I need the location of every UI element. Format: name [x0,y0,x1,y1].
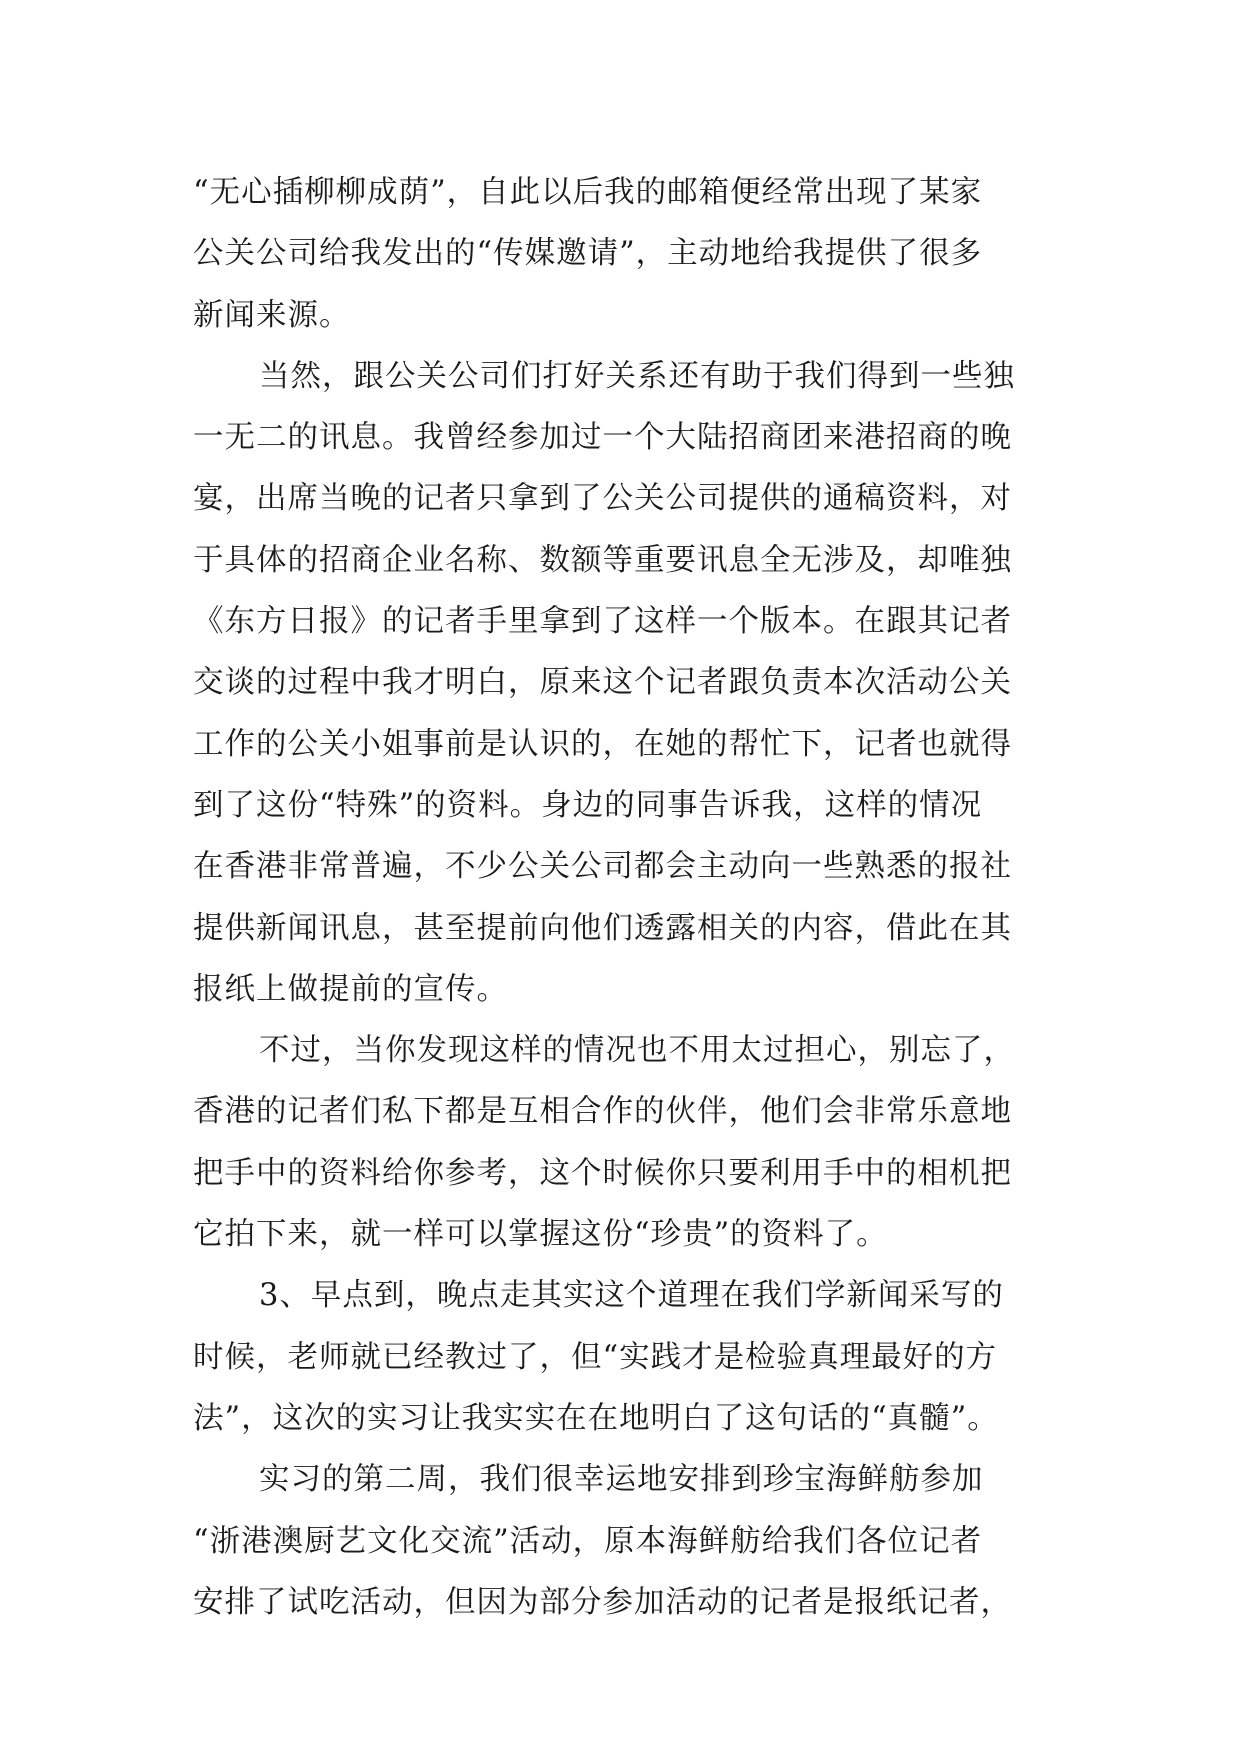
text-line: 香港的记者们私下都是互相合作的伙伴，他们会非常乐意地 [193,1094,1012,1130]
text-line: 当然，跟公关公司们打好关系还有助于我们得到一些独 [259,358,1015,394]
text-line: 法”，这次的实习让我实实在在地明白了这句话的“真髓”。 [193,1400,999,1436]
text-line: 提供新闻讯息，甚至提前向他们透露相关的内容，借此在其 [193,910,1012,946]
text-line: 新闻来源。 [193,297,351,333]
text-line: 宴，出席当晚的记者只拿到了公关公司提供的通稿资料，对 [193,481,1012,517]
text-line: 到了这份“特殊”的资料。身边的同事告诉我，这样的情况 [193,787,983,823]
text-line: “无心插柳柳成荫”，自此以后我的邮箱便经常出现了某家 [193,175,983,210]
text-line: 在香港非常普遍，不少公关公司都会主动向一些熟悉的报社 [193,849,1012,885]
text-line: 时候，老师就已经教过了，但“实践才是检验真理最好的方 [193,1339,998,1375]
text-line: 实习的第二周，我们很幸运地安排到珍宝海鲜舫参加 [259,1462,984,1498]
text-line: 《东方日报》的记者手里拿到了这样一个版本。在跟其记者 [193,604,1012,640]
text-line: 把手中的资料给你参考，这个时候你只要利用手中的相机把 [193,1155,1012,1191]
body-text [193,162,1073,1633]
text-line: 于具体的招商企业名称、数额等重要讯息全无涉及，却唯独 [193,542,1012,578]
text-line: “浙港澳厨艺文化交流”活动，原本海鲜舫给我们各位记者 [193,1523,983,1559]
text-line: 公关公司给我发出的“传媒邀请”，主动地给我提供了很多 [193,236,983,272]
text-line: 一无二的讯息。我曾经参加过一个大陆招商团来港招商的晚 [193,420,1012,456]
text-line: 它拍下来，就一样可以掌握这份“珍贵”的资料了。 [193,1217,888,1253]
text-line: 交谈的过程中我才明白，原来这个记者跟负责本次活动公关 [193,665,1012,701]
text-line: 安排了试吃活动，但因为部分参加活动的记者是报纸记者， [193,1584,1012,1620]
text-line: 不过，当你发现这样的情况也不用太过担心，别忘了， [259,1033,1015,1069]
text-line: 工作的公关小姐事前是认识的，在她的帮忙下，记者也就得 [193,726,1012,762]
text-line: 3、早点到，晚点走其实这个道理在我们学新闻采写的 [259,1278,1004,1314]
text-line: 报纸上做提前的宣传。 [193,971,508,1007]
